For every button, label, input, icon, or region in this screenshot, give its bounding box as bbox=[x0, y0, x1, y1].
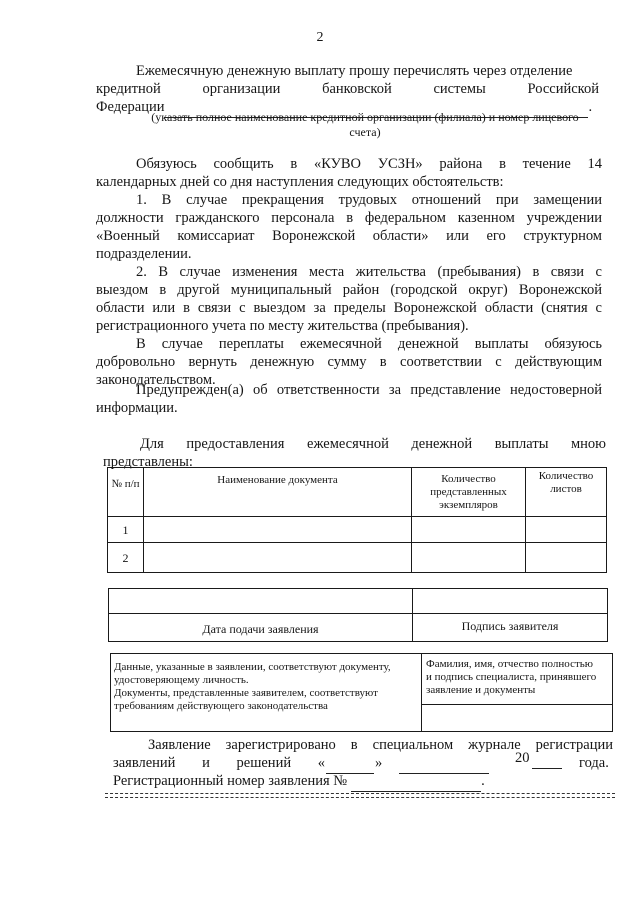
registration-quote-close: » bbox=[375, 755, 383, 771]
obligation-item-2-line-4: регистрационного учета по месту жительства (пребывания). bbox=[96, 318, 469, 334]
signature-label: Подпись заявителя bbox=[412, 613, 608, 642]
obligation-item-1-line-4: подразделении. bbox=[96, 246, 192, 262]
bank-hint-line-2: счета) bbox=[349, 125, 381, 139]
obligation-item-1-line-3: «Военный комиссариат Воронежской области» или его структурном bbox=[96, 228, 602, 244]
docs-header-sheets: Количество листов bbox=[525, 467, 607, 517]
date-label: Дата подачи заявления bbox=[108, 613, 413, 642]
warning-line-1: Предупрежден(а) об ответственности за представление недостоверной bbox=[136, 382, 602, 398]
bank-request-end-mark: . bbox=[588, 99, 593, 115]
registration-number-blank bbox=[351, 772, 481, 792]
docs-row-2-copies bbox=[411, 542, 526, 573]
bank-request-line-1: Ежемесячную денежную выплату прошу перечислять через отделение bbox=[136, 63, 573, 79]
obligation-item-1-line-2: должности гражданского персонала в федеральном казенном учреждении bbox=[96, 210, 602, 226]
page-number: 2 bbox=[316, 30, 324, 45]
bank-request-line-2: кредитной организации банковской системы Российской bbox=[96, 81, 599, 97]
registration-year-blank bbox=[532, 749, 562, 769]
verification-statement: Данные, указанные в заявлении, соответствуют документу, удостоверяющему личность. Документы, представленные заявителем, соответствуют требованиям действующего законодательства bbox=[110, 653, 422, 732]
docs-row-1-number: 1 bbox=[107, 516, 144, 543]
warning-line-2: информации. bbox=[96, 400, 178, 416]
registration-day-blank bbox=[326, 754, 374, 774]
signature-value-cell bbox=[412, 588, 608, 614]
registration-year-prefix: 20 bbox=[515, 750, 530, 766]
docs-row-2-name bbox=[143, 542, 412, 573]
registration-line-3 bbox=[113, 772, 485, 792]
documents-intro-line-2: представлены: bbox=[103, 454, 193, 470]
docs-row-1-name bbox=[143, 516, 412, 543]
obligation-item-2-line-2: выездом в другой муниципальный район (городской округ) Воронежской bbox=[96, 282, 602, 298]
docs-row-2-sheets bbox=[525, 542, 607, 573]
docs-header-number: № п/п bbox=[107, 467, 144, 517]
docs-header-name: Наименование документа bbox=[143, 467, 412, 517]
docs-row-2-number: 2 bbox=[107, 542, 144, 573]
overpayment-line-1: В случае переплаты ежемесячной денежной выплаты обязуюсь bbox=[136, 336, 602, 352]
date-value-cell bbox=[108, 588, 413, 614]
cut-line-top bbox=[105, 793, 615, 794]
docs-row-1-copies bbox=[411, 516, 526, 543]
obligation-item-2-line-1: 2. В случае изменения места жительства (пребывания) в связи с bbox=[136, 264, 602, 280]
registration-year-word: года. bbox=[579, 755, 609, 771]
obligation-intro-line-2: календарных дней со дня наступления следующих обстоятельств: bbox=[96, 174, 504, 190]
bank-hint-line-1: (указать полное наименование кредитной организации (филиала) и номер лицевого bbox=[151, 110, 579, 124]
registration-number-end: . bbox=[481, 773, 485, 789]
docs-row-1-sheets bbox=[525, 516, 607, 543]
specialist-signature-cell bbox=[421, 704, 613, 732]
registration-month-blank bbox=[399, 754, 489, 774]
specialist-label-cell: Фамилия, имя, отчество полностью и подпись специалиста, принявшего заявление и документы bbox=[421, 653, 613, 705]
registration-journal-words: заявлений и решений « bbox=[113, 755, 325, 771]
cut-line-bottom bbox=[105, 797, 615, 798]
registration-line-1: Заявление зарегистрировано в специальном журнале регистрации bbox=[148, 737, 613, 753]
obligation-item-1-line-1: 1. В случае прекращения трудовых отношений при замещении bbox=[136, 192, 602, 208]
registration-number-label: Регистрационный номер заявления № bbox=[113, 773, 348, 789]
docs-header-copies: Количество представленных экземпляров bbox=[411, 467, 526, 517]
overpayment-line-2: добровольно вернуть денежную сумму в соответствии с действующим bbox=[96, 354, 602, 370]
registration-line-2 bbox=[113, 750, 613, 773]
overpayment-line-3: законодательством. bbox=[96, 372, 216, 388]
bank-request-federation: Федерации bbox=[96, 99, 165, 115]
documents-intro-line-1: Для предоставления ежемесячной денежной выплаты мною bbox=[140, 436, 606, 452]
obligation-item-2-line-3: области или в связи с выездом за пределы Воронежской области (снятия с bbox=[96, 300, 602, 316]
obligation-intro-line-1: Обязуюсь сообщить в «КУВО УСЗН» района в течение 14 bbox=[136, 156, 602, 172]
